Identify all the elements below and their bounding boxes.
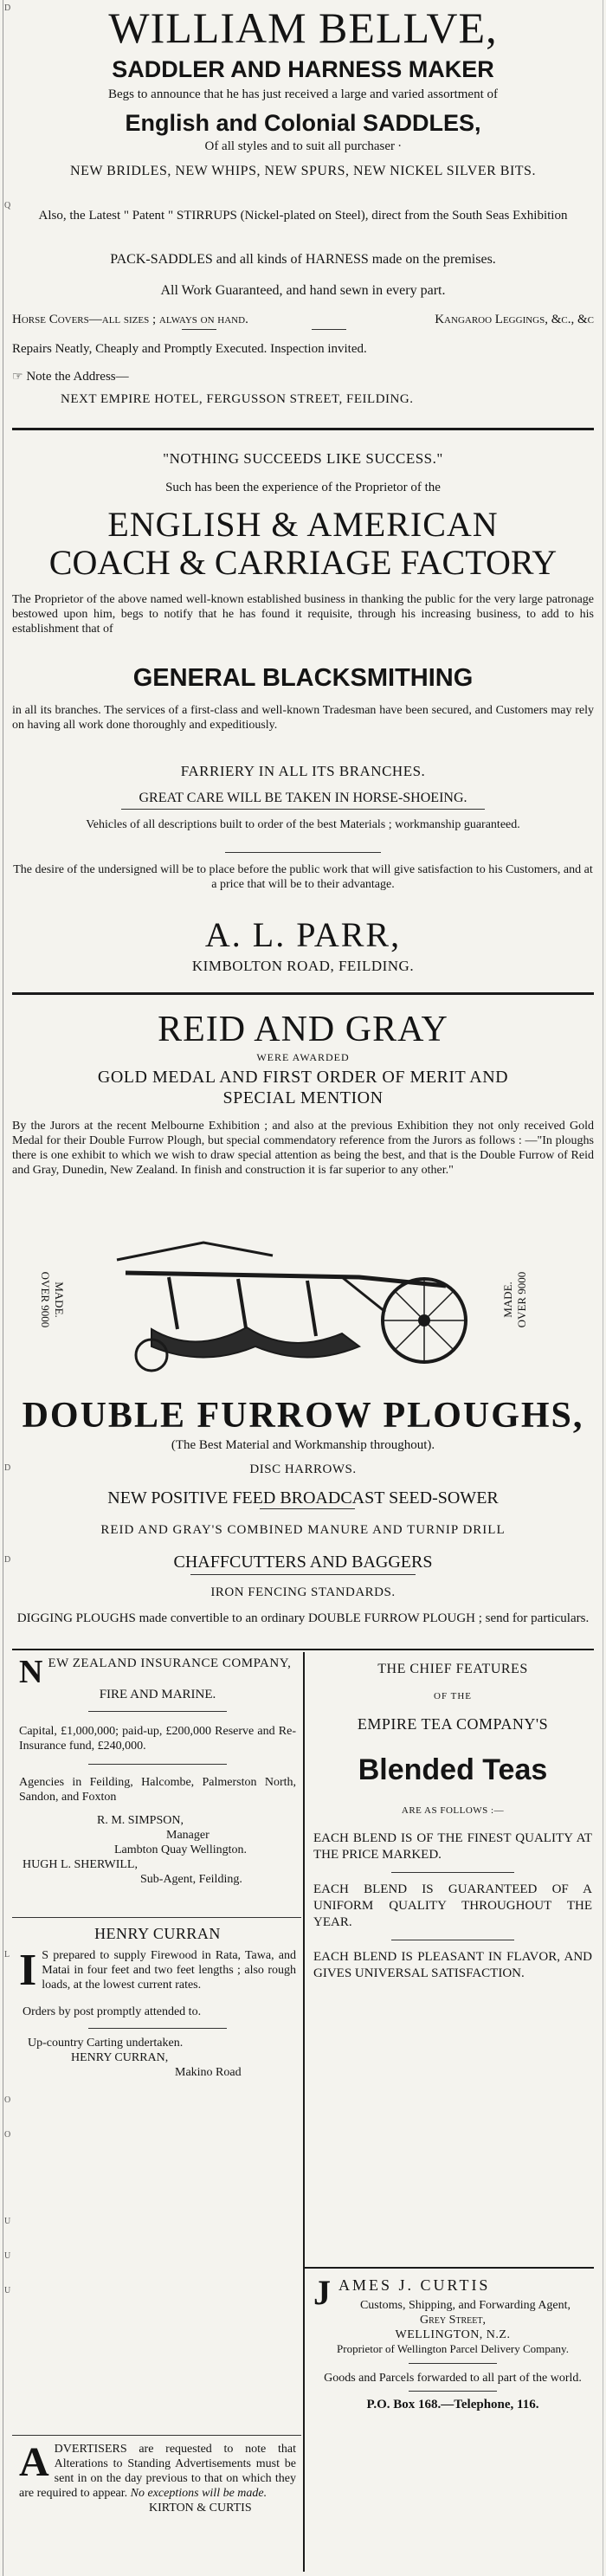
plough-shares (152, 1327, 359, 1358)
parr-body-2: in all its branches. The services of a first-class and well-known Tradesman have been secured, and Customers may rely on having all work done thoroughly and expeditiously. (12, 704, 594, 732)
parr-name: A. L. PARR, (204, 915, 402, 954)
bellve-address: NEXT EMPIRE HOTEL, FERGUSSON STREET, FEILDING. (61, 392, 414, 406)
plough-handle (117, 1243, 273, 1260)
curran-carting: Up-country Carting undertaken. (28, 2037, 184, 2050)
tea-point-3: EACH BLEND IS PLEASANT IN FLAVOR, AND GIVES UNIVERSAL SATISFACTION. (313, 1950, 592, 1980)
reid-awarded: WERE AWARDED (256, 1051, 350, 1063)
margin-mark: U (4, 2251, 11, 2261)
parr-road: KIMBOLTON ROAD, FEILDING. (191, 958, 415, 974)
margin-mark: O (4, 2130, 11, 2140)
insurance-agent-role: Sub-Agent, Feilding. (140, 1873, 242, 1886)
bellve-intro: Begs to announce that he has just received a large and varied assortment of (108, 87, 498, 101)
parr-vehicles: Vehicles of all descriptions built to order of the best Materials ; workmanship guaranteed. (86, 818, 520, 831)
curtis-dropcap: J (313, 2273, 333, 2312)
bellve-goods: NEW BRIDLES, NEW WHIPS, NEW SPURS, NEW NICKEL SILVER BITS. (70, 164, 536, 178)
tea-advertisement (313, 1661, 592, 1982)
insurance-manager-role: Manager (166, 1829, 210, 1842)
section-rule (12, 1917, 301, 1918)
divider-rule (391, 1872, 514, 1873)
column-divider (303, 1652, 305, 2572)
divider-rule (182, 329, 216, 330)
advertisers-italic: No exceptions will be made. (130, 2487, 268, 2500)
bellve-saddles-sub: Of all styles and to suit all purchaser ∙ (204, 139, 402, 153)
tea-chief-features: THE CHIEF FEATURES (377, 1662, 528, 1676)
curtis-box: P.O. Box 168.—Telephone, 116. (366, 2398, 539, 2411)
divider-rule (190, 1574, 416, 1575)
divider-rule (88, 2028, 227, 2029)
made-label: MADE. (501, 1282, 514, 1318)
insurance-quay: Lambton Quay Wellington. (114, 1843, 247, 1856)
reid-digging-ploughs: DIGGING PLOUGHS made convertible to an ordinary DOUBLE FURROW PLOUGH ; send for particulars. (16, 1611, 590, 1625)
curran-name: HENRY CURRAN (94, 1925, 221, 1942)
reid-disc-harrows: DISC HARROWS. (249, 1462, 357, 1476)
reid-seed-sower: NEW POSITIVE FEED BROADCAST SEED-SOWER (107, 1488, 499, 1508)
bellve-horse-covers: Horse Covers—all sizes ; always on hand. (12, 313, 248, 326)
advertisers-body: DVERTISERS are requested to note that Alterations to Standing Advertisements must be sent in on the day previous to that on which they are required to appear. (19, 2443, 296, 2500)
parr-body-1: The Proprietor of the above named well-known established business in thanking the public for the very large patronage bestowed upon him, begs to notify that he has found it requisite, through his increasing business, to add to his establishment that of (12, 593, 594, 636)
curtis-proprietor: Proprietor of Wellington Parcel Delivery Company. (337, 2342, 569, 2355)
parr-farriery: FARRIERY IN ALL ITS BRANCHES. (180, 763, 426, 779)
margin-mark: D (4, 1555, 11, 1565)
curtis-name: AMES J. CURTIS (338, 2276, 491, 2294)
curtis-services: Customs, Shipping, and Forwarding Agent, (359, 2299, 571, 2312)
margin-mark: Q (4, 201, 11, 210)
tea-company: EMPIRE TEA COMPANY'S (357, 1715, 549, 1733)
margin-mark: U (4, 2286, 11, 2295)
curran-sign: HENRY CURRAN, (71, 2051, 169, 2064)
parr-desire: The desire of the undersigned will be to place before the public work that will give satisfaction to his Customers, and at a price that will be to their advantage. (13, 863, 593, 891)
tea-point-1: EACH BLEND IS OF THE FINEST QUALITY AT THE PRICE MARKED. (313, 1831, 592, 1862)
divider-rule (225, 852, 381, 853)
bellve-name: WILLIAM BELLVE, (108, 3, 498, 52)
insurance-title: EW ZEALAND INSURANCE COMPANY, (48, 1656, 292, 1670)
insurance-fire-marine: FIRE AND MARINE. (99, 1688, 216, 1701)
plough-brace (342, 1277, 385, 1312)
advertisers-body-wrap (19, 2439, 296, 2501)
parr-quote: "NOTHING SUCCEEDS LIKE SUCCESS." (163, 450, 443, 467)
bellve-note: Note the Address— (26, 370, 129, 384)
margin-mark: L (4, 1950, 10, 1959)
insurance-manager-name: R. M. SIMPSON, (97, 1814, 184, 1827)
curtis-goods: Goods and Parcels forwarded to all part of the world. (324, 2372, 582, 2385)
reid-body: By the Jurors at the recent Melbourne Exhibition ; and also at the previous Exhibition they not only received Gold Medal for their Double Furrow Plough, but special commendatory reference from the Jurors as follows : —"In ploughs there is one exhibit to which we wish to draw special attention as being the best, and that is the Double Furrow of Reid and Gray, Dunedin, New Zealand. In finish and construction it is far superior to any other." (12, 1120, 594, 1177)
bellve-note-line (12, 369, 594, 385)
advertisers-sign: KIRTON & CURTIS (149, 2502, 252, 2515)
section-rule (12, 1649, 594, 1650)
curtis-advertisement (313, 2273, 592, 2412)
divider-rule (121, 809, 485, 810)
pointing-hand-icon: ☞ (12, 371, 23, 384)
insurance-heading (19, 1654, 296, 1690)
bellve-guarantee: All Work Guaranteed, and hand sewn in every part. (160, 283, 446, 298)
plough-beam (126, 1273, 446, 1286)
curran-body: S prepared to supply Firewood in Rata, Tawa, and Matai in four feet and two feet lengths ; also rough loads, at the lowest current rates. (42, 1949, 296, 1992)
tea-follows: ARE AS FOLLOWS :— (401, 1805, 505, 1816)
reid-turnip-drill: REID AND GRAY'S COMBINED MANURE AND TURNIP DRILL (100, 1523, 506, 1537)
advertisers-notice (19, 2439, 296, 2515)
bellve-pack-saddles: PACK-SADDLES and all kinds of HARNESS made on the premises. (110, 252, 496, 267)
section-rule (305, 2267, 594, 2269)
plough-standards (169, 1277, 316, 1336)
parr-blacksmithing: GENERAL BLACKSMITHING (132, 664, 474, 692)
reid-ploughs-title: DOUBLE FURROW PLOUGHS, (22, 1396, 584, 1436)
divider-rule (409, 2363, 497, 2364)
curtis-city: WELLINGTON, N.Z. (395, 2328, 511, 2341)
margin-mark: U (4, 2217, 11, 2226)
wheel-spokes (383, 1279, 466, 1362)
plough-illustration (100, 1225, 480, 1377)
reid-ploughs-sub: (The Best Material and Workmanship throughout). (171, 1438, 435, 1452)
over-9000-label: OVER 9000 (515, 1271, 528, 1328)
reid-fencing: IRON FENCING STANDARDS. (210, 1585, 396, 1599)
curran-orders: Orders by post promptly attended to. (23, 2005, 202, 2018)
reid-name: REID AND GRAY (158, 1010, 448, 1049)
divider-rule (409, 2391, 497, 2392)
parr-horse-shoeing: GREAT CARE WILL BE TAKEN IN HORSE-SHOEING. (139, 791, 467, 805)
made-over-right-text (501, 1248, 529, 1352)
section-rule (12, 428, 594, 430)
tea-point-2: EACH BLEND IS GUARANTEED OF A UNIFORM QUALITY THROUGHOUT THE YEAR. (313, 1882, 592, 1929)
bellve-stock-line (12, 312, 594, 327)
bellve-stirrups: Also, the Latest " Patent " STIRRUPS (Nickel-plated on Steel), direct from the South Seas Exhibition (38, 209, 568, 223)
reid-medal-line-1: GOLD MEDAL AND FIRST ORDER OF MERIT AND (97, 1068, 509, 1087)
made-over-left-text (38, 1248, 66, 1352)
made-over-right (498, 1238, 532, 1368)
insurance-agencies: Agencies in Feilding, Halcombe, Palmerston North, Sandon, and Foxton (19, 1776, 296, 1804)
margin-mark: D (4, 3, 11, 13)
parr-factory-line-2: COACH & CARRIAGE FACTORY (48, 543, 558, 582)
bellve-repairs: Repairs Neatly, Cheaply and Promptly Executed. Inspection invited. (12, 342, 367, 356)
insurance-capital: Capital, £1,000,000; paid-up, £200,000 Reserve and Re-Insurance fund, £240,000. (19, 1725, 296, 1753)
tea-of-the: OF THE (434, 1691, 472, 1701)
insurance-agent-name: HUGH L. SHERWILL, (23, 1858, 138, 1871)
insurance-dropcap: N (19, 1654, 43, 1690)
parr-experience: Such has been the experience of the Proprietor of the (165, 481, 441, 494)
over-9000-label: OVER 9000 (39, 1271, 52, 1328)
made-over-left (35, 1238, 69, 1368)
divider-rule (260, 1508, 355, 1509)
reid-medal-line-2: SPECIAL MENTION (222, 1088, 384, 1107)
margin-mark: D (4, 1463, 11, 1473)
insurance-advertisement (19, 1656, 296, 1887)
bellve-trade: SADDLER AND HARNESS MAKER (112, 56, 494, 82)
tea-blended: Blended Teas (358, 1753, 548, 1786)
divider-rule (88, 1711, 227, 1712)
bellve-leggings: Kangaroo Leggings, &c., &c (435, 313, 594, 326)
curran-body-wrap (19, 1946, 296, 1995)
reid-chaffcutters: CHAFFCUTTERS AND BAGGERS (173, 1553, 433, 1572)
curran-advertisement (19, 1924, 296, 2080)
divider-rule (88, 1764, 227, 1765)
parr-factory-line-1: ENGLISH & AMERICAN (107, 505, 499, 544)
bellve-saddles-title: English and Colonial SADDLES, (125, 110, 481, 136)
curtis-street: Grey Street, (420, 2314, 486, 2327)
divider-rule (312, 329, 346, 330)
advertisers-dropcap: A (19, 2439, 49, 2485)
section-rule (12, 2435, 301, 2436)
made-label: MADE. (53, 1282, 66, 1318)
margin-mark: O (4, 2095, 11, 2105)
curran-place: Makino Road (175, 2066, 242, 2079)
curran-dropcap: I (19, 1946, 37, 1995)
section-rule (12, 992, 594, 995)
